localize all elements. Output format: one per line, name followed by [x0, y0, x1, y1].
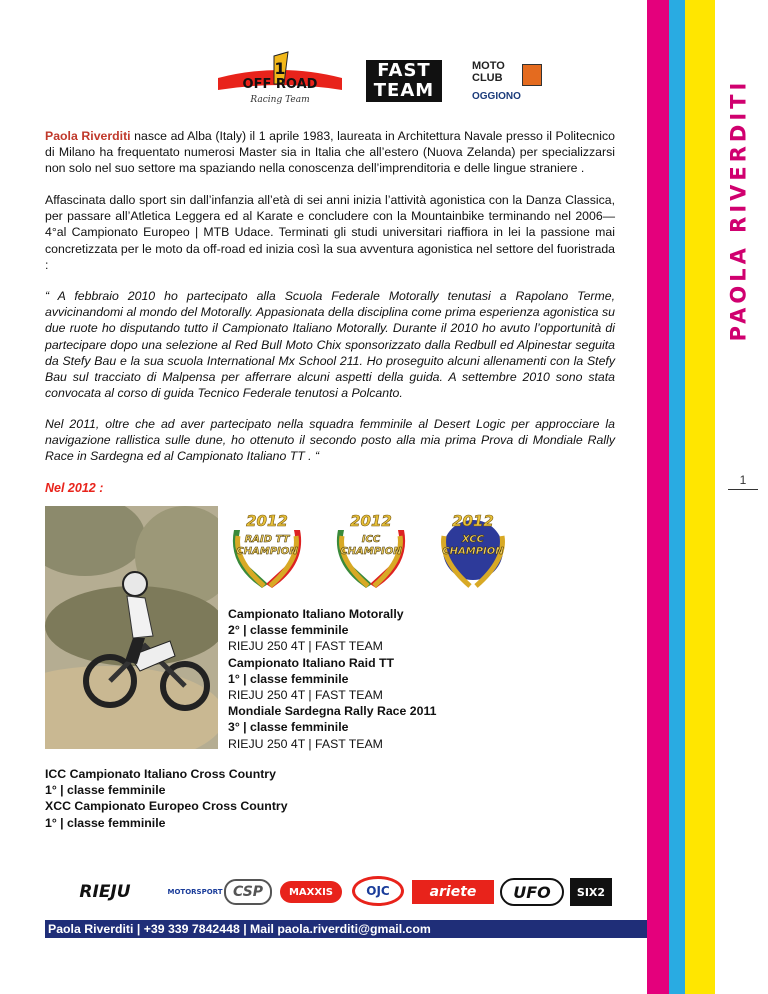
moto-line1: MOTO [472, 60, 505, 72]
moto-line2: CLUB [472, 72, 503, 84]
page-number: 1 [728, 473, 758, 490]
magenta-stripe [647, 0, 669, 994]
moto-club-logo [472, 60, 556, 104]
lower-result-line: XCC Campionato Europeo Cross Country [45, 799, 288, 814]
result-line: RIEJU 250 4T | FAST TEAM [228, 688, 383, 703]
result-line: Mondiale Sardegna Rally Race 2011 [228, 704, 437, 719]
cyan-stripe [669, 0, 685, 994]
badge-icc-line2: CHAMPION [340, 546, 402, 557]
quote-paragraph-2: Nel 2011, oltre che ad aver partecipato nella squadra femminile al Desert Logic per approcciare la navigazione rallistica sulle dune, ho ottenuto il secondo posto alla mia prima Prova di Mondiale Rally Race in Sardegna ed al Campionato Italiano TT . “ [45, 417, 615, 464]
badge-icc-line1: ICC [361, 534, 381, 545]
result-line: Campionato Italiano Motorally [228, 607, 404, 621]
badge-icc [328, 510, 414, 592]
champion-badges [224, 510, 524, 592]
quote-paragraph-1: “ A febbraio 2010 ho partecipato alla Scuola Federale Motorally tenutasi a Rapolano Terme, avvicinandomi al mondo del Motorally. Appasionata della disciplina come prima esperienza agonistica su due ruote ho disputando tutto il Campionato Italiano Motorally. Durante il 2010 ho avuto l’opportunità di partecipare dopo una selezione al Red Bull Moto Chix sponsorizzato dalla Redbull ed Alpinestar seguita da Stefy Bau e la sua scuola International Mx School 211. Ho proseguito alcuni allenamenti con la Stefy Bau sul tracciato di Malpensa per afferrare alcuni aspetti della guida. A settembre 2010 sono stata convocata al corso di guida Tecnico Federale tenutosi a Polcanto. [45, 289, 615, 401]
lower-result-line: 1° | classe femminile [45, 783, 166, 798]
intro-p1-text: nasce ad Alba (Italy) il 1 aprile 1983, laureata in Architettura Navale presso il Politecnico di Milano ha frequentato numerosi Master sia in Italia che all’estero (Nuova Zelanda) per specializzarsi non solo nel suo settore ma spaziando nella conoscenza dell’imprenditoria e delle lingue straniere . [45, 129, 615, 176]
year-heading: Nel 2012 : [45, 481, 104, 495]
result-line: 1° | classe femminile [228, 671, 349, 686]
result-line: RIEJU 250 4T | FAST TEAM [228, 736, 383, 751]
badge-xcc-line2: CHAMPION [442, 546, 504, 557]
offroad-number: 1 [274, 59, 286, 78]
intro-paragraph-2: Affascinata dallo sport sin dall’infanzia all’età di sei anni inizia l’attività agonistica con la Danza Classica, per passare all’Atletica Leggera ed al Karate e concludere con la Mountainbike terminando nel 2006—4°al Campionato Europeo | MTB Udace. Terminati gli studi universitari riaffiora in lei la passione mai concretizzata per le moto da off-road ed inizia così la sua avventura agonistica nel settore del fuoristrada : [45, 193, 615, 272]
result-line: 3° | classe femminile [228, 720, 349, 735]
result-line: RIEJU 250 4T | FAST TEAM [228, 639, 383, 654]
sponsor-csp-logo: CSP [224, 879, 272, 905]
fast-line1: FAST [377, 60, 431, 81]
intro-paragraph-1 [45, 128, 615, 177]
yellow-stripe [685, 0, 715, 994]
sponsor-motorsport-logo: MOTORSPORT [167, 888, 223, 896]
offroad-logo [216, 50, 344, 104]
badge-raid-line2: CHAMPION [236, 546, 298, 557]
result-line: 2° | classe femminile [228, 623, 349, 638]
offroad-sub-text: Racing Team [250, 95, 310, 104]
sponsor-six2-logo: SIX2 [570, 878, 612, 906]
fast-line2: TEAM [373, 80, 435, 101]
badge-icc-year: 2012 [350, 512, 392, 530]
sponsor-ufo-logo: UFO [500, 878, 564, 906]
badge-xcc [430, 510, 516, 592]
offroad-main-text: OFF ROAD [242, 77, 318, 92]
badge-xcc-line1: XCC [461, 534, 485, 545]
badge-raid-line1: RAID TT [244, 534, 290, 545]
results-list [228, 606, 436, 752]
lower-results [45, 766, 288, 831]
sponsor-rieju-logo: RIEJU [79, 882, 131, 902]
intro-name: Paola Riverditi [45, 129, 131, 143]
sponsor-logos [50, 876, 630, 912]
sponsor-ariete-logo: ariete [412, 880, 494, 904]
badge-xcc-year: 2012 [452, 512, 494, 530]
badge-raid-year: 2012 [246, 512, 288, 530]
lower-result-line: ICC Campionato Italiano Cross Country [45, 767, 276, 781]
lower-result-line: 1° | classe femminile [45, 815, 166, 830]
sponsor-maxxis-logo: MAXXIS [280, 881, 342, 903]
footer-contact: Paola Riverditi | +39 339 7842448 | Mail paola.riverditi@gmail.com [45, 920, 647, 938]
moto-sub: OGGIONO [472, 91, 521, 102]
sponsor-ojc-logo: OJC [352, 876, 404, 906]
rider-photo [45, 506, 218, 749]
fast-team-logo [366, 60, 442, 102]
badge-raid-tt [224, 510, 310, 592]
moto-crest-icon [522, 64, 542, 86]
side-name: PAOLA RIVERDITI [726, 78, 750, 342]
result-line: Campionato Italiano Raid TT [228, 655, 395, 670]
